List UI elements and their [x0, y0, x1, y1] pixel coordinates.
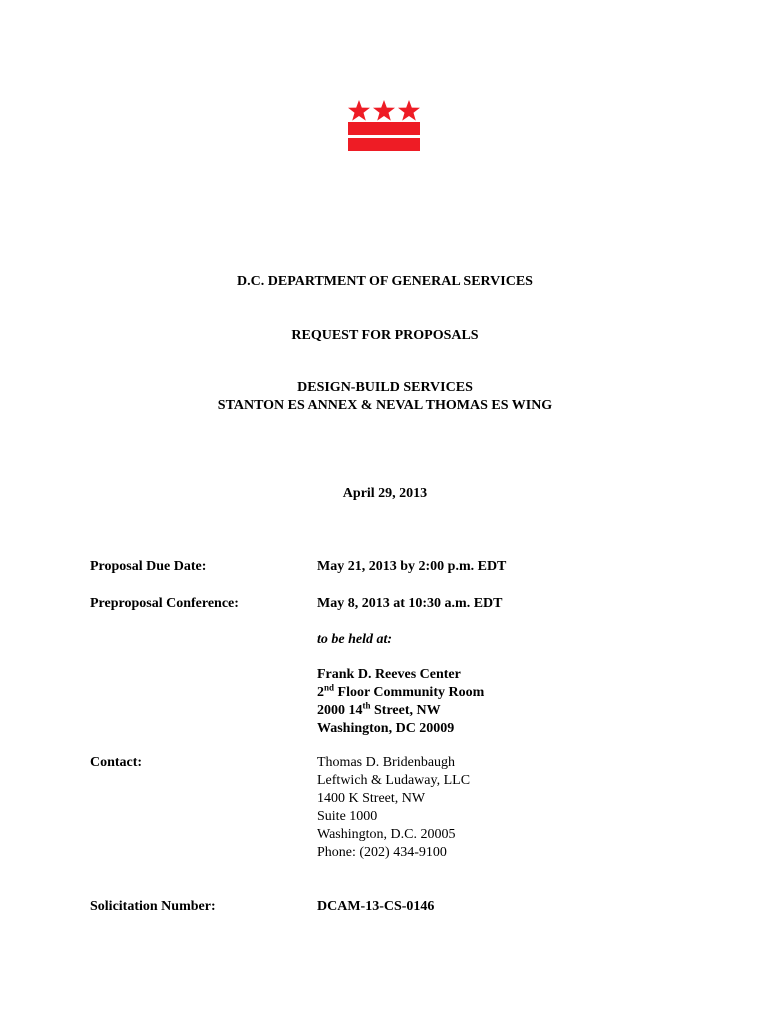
document-type-title: REQUEST FOR PROPOSALS: [291, 328, 479, 343]
contact-name: Thomas D. Bridenbaugh: [317, 755, 456, 770]
venue-address: [317, 666, 484, 738]
dc-flag-icon: [347, 100, 421, 152]
flag-star-left: [348, 100, 370, 121]
preproposal-value: May 8, 2013 at 10:30 a.m. EDT: [317, 596, 503, 611]
contact-street: 1400 K Street, NW: [317, 791, 426, 806]
project-title: STANTON ES ANNEX & NEVAL THOMAS ES WING: [217, 398, 553, 413]
contact-suite: Suite 1000: [317, 809, 378, 824]
services-title: DESIGN-BUILD SERVICES: [297, 380, 473, 395]
contact-label: Contact:: [90, 755, 143, 770]
flag-bar-top: [348, 122, 420, 135]
venue-city: Washington, DC 20009: [317, 721, 455, 736]
contact-city: Washington, D.C. 20005: [317, 827, 456, 842]
contact-company: Leftwich & Ludaway, LLC: [317, 773, 471, 788]
proposal-due-value: May 21, 2013 by 2:00 p.m. EDT: [317, 559, 507, 574]
venue-room: 2nd Floor Community Room: [317, 682, 485, 700]
flag-star-right: [398, 100, 420, 121]
department-title: D.C. DEPARTMENT OF GENERAL SERVICES: [237, 274, 533, 289]
flag-bar-bottom: [348, 138, 420, 151]
contact-phone: Phone: (202) 434-9100: [317, 845, 447, 860]
venue-name: Frank D. Reeves Center: [317, 667, 461, 682]
preproposal-label: Preproposal Conference:: [90, 596, 239, 611]
contact-block: [317, 754, 470, 862]
solicitation-label: Solicitation Number:: [90, 899, 216, 914]
flag-star-middle: [373, 100, 395, 121]
venue-street: 2000 14th Street, NW: [317, 700, 441, 718]
issue-date: April 29, 2013: [342, 486, 428, 501]
held-at-note: to be held at:: [317, 632, 393, 647]
proposal-due-label: Proposal Due Date:: [90, 559, 207, 574]
solicitation-number: DCAM-13-CS-0146: [317, 899, 435, 914]
